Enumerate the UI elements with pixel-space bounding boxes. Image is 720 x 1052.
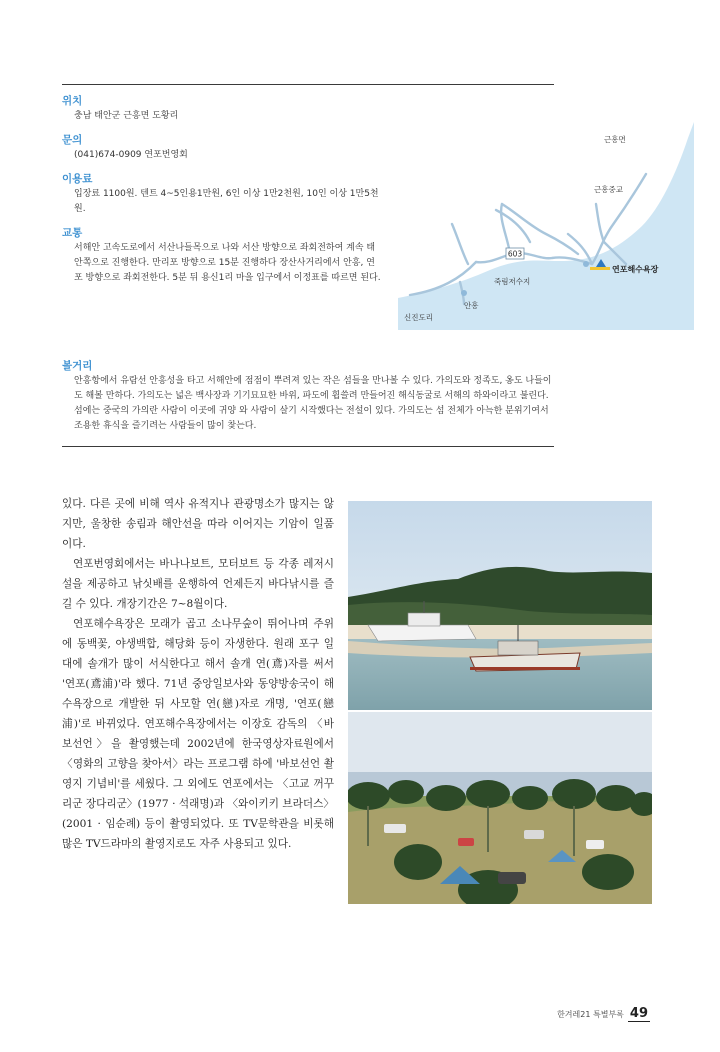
transport-body: 서해안 고속도로에서 서산나들목으로 나와 서산 방향으로 좌회전하여 계속 태안쪽으로 진행한다. 만리포 방향으로 15분 진행하다 장산사거리에서 안흥, 연포 방향으로 좌회전한다. 5분 뒤 용신1리 마을 입구에서 이정표를 따르면 된다. [74,243,381,283]
road-number-label: 603 [507,249,523,259]
beach-boats-photo [348,501,652,710]
location-body: 충남 태안군 근흥면 도황리 [74,111,179,121]
location-section [62,94,382,124]
transport-title: 교통 [62,227,83,239]
page-footer [557,1006,650,1022]
geunheung-school-label: 근흥중교 [594,185,623,194]
fees-section [62,172,382,217]
anheung-dot [461,290,467,296]
fees-body: 입장료 1100원. 텐트 4~5인용1만원, 6인 이상 1만2천원, 10인 이상 1만5천원. [74,189,379,214]
footer-title: 한겨레21 특별부록 [557,1010,624,1019]
campsite-photo [348,712,652,904]
anheung-label: 안흥 [464,301,479,310]
sinjindo-label: 신진도리 [404,313,433,322]
sights-section [62,359,554,434]
bottom-rule [62,446,554,447]
location-title: 위치 [62,95,83,107]
location-map [398,114,694,330]
reservoir-label: 죽림저수지 [494,277,531,286]
fees-title: 이용료 [62,173,93,185]
article-text [62,494,334,854]
sights-body: 안흥항에서 유람선 안흥성을 타고 서해안에 점점이 뿌려져 있는 작은 섬들을 만나볼 수 있다. 가의도와 정족도, 옹도 나들이도 해볼 만하다. 가의도는 넓은 백사장과 기기묘묘한 바위, 파도에 휩쓸려 만들어진 해식동굴로 서해의 하와이라고 불린다. 섬에는 중국의 가의란 사람이 이곳에 귀양 와 사람이 살기 시작했다는 전설이 있다. 가의도는 섬 전체가 아늑한 분위기여서 조용한 휴식을 즐기려는 사람들이 많이 찾는다. [74,376,552,431]
page-number: 49 [629,1006,648,1021]
beach-label: 연포해수욕장 [612,265,659,274]
contact-section [62,133,382,163]
geunheung-label: 근흥면 [604,135,626,144]
top-rule [62,84,554,85]
article-paragraph-2: 연포번영회에서는 바나나보트, 모터보트 등 각종 레저시설을 제공하고 낚싯배를 운행하여 언제든지 바다낚시를 즐길 수 있다. 개장기간은 7~8월이다. [62,558,334,610]
info-panel [62,94,382,295]
transport-section [62,226,382,286]
map-illustration [398,114,694,330]
sights-title: 볼거리 [62,360,93,372]
contact-title: 문의 [62,134,83,146]
article-paragraph-3: 연포해수욕장은 모래가 곱고 소나무숲이 뛰어나며 주위에 동백꽃, 야생백합, 해당화 등이 자생한다. 원래 포구 일대에 솔개가 많이 서식한다고 해서 솔개 연(鳶)자를 써서 '연포(鳶浦)'라 했다. 71년 중앙일보사와 동양방송국이 해수욕장으로 개발한 뒤 사모할 연(戀)자로 개명, '연포(戀浦)'로 바뀌었다. 연포해수욕장에서는 이장호 감독의 〈바보선언〉을 촬영했는데 2002년에 한국영상자료원에서 〈영화의 고향을 찾아서〉라는 프로그램 하에 '바보선언 촬영지 기념비'를 세웠다. 그 외에도 연포에서는 〈고교 꺼꾸리군 장다리군〉(1977 · 석래명)과 〈와이키키 브라더스〉(2001 · 임순례) 등이 촬영되었다. 또 TV문학관을 비롯해 많은 TV드라마의 촬영지로도 자주 사용되고 있다. [62,618,334,850]
town-dot [583,261,589,267]
article-paragraph-1: 있다. 다른 곳에 비해 역사 유적지나 관광명소가 많지는 않지만, 울창한 송림과 해안선을 따라 이어지는 기암이 일품이다. [62,498,334,550]
contact-body: (041)674-0909 연포번영회 [74,150,188,160]
